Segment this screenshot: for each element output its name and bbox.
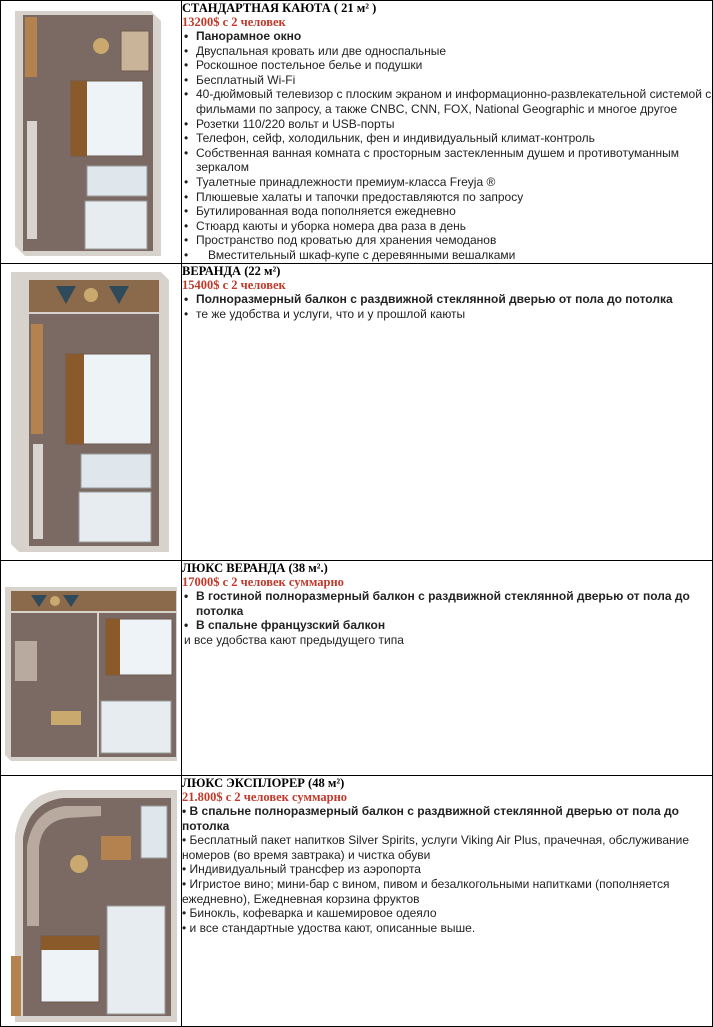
feature-item: • Пространство под кроватью для хранения чемоданов <box>182 233 712 248</box>
cabin-title: ЛЮКС ЭКСПЛОРЕР (48 м²) <box>182 776 345 790</box>
cabin-info <box>182 776 713 1027</box>
explorer-suite-plan <box>1 776 181 1026</box>
feature-item: • Игристое вино; мини-бар с вином, пивом и безалкогольными напитками (пополняется ежедневно), Ежедневная корзина фруктов <box>182 876 670 906</box>
feature-list <box>182 292 712 321</box>
feature-item: • Собственная ванная комната с просторным застекленным душем и противотуманным зеркалом <box>182 146 712 175</box>
feature-item: • Стюард каюты и уборка номера два раза в день <box>182 219 712 234</box>
cabin-price: 17000$ с 2 человек суммарно <box>182 575 344 589</box>
feature-item: • Туалетные принадлежности премиум-класса Freyja ® <box>182 175 712 190</box>
cabin-row <box>1 776 713 1027</box>
cabin-plan-cell <box>1 1 182 264</box>
cabin-row <box>1 561 713 776</box>
feature-item: • Розетки 110/220 вольт и USB-порты <box>182 117 712 132</box>
feature-item: • и все стандартные удоства кают, описанные выше. <box>182 920 476 935</box>
feature-item: • Полноразмерный балкон с раздвижной стеклянной дверью от пола до потолка <box>182 292 712 307</box>
cabin-info <box>182 561 713 776</box>
cabin-price: 21.800$ с 2 человек суммарно <box>182 790 348 804</box>
suite-veranda-plan <box>1 561 181 775</box>
cabin-price: 15400$ с 2 человек <box>182 278 286 292</box>
cabin-price: 13200$ с 2 человек <box>182 15 286 29</box>
cabin-title: ВЕРАНДА (22 м²) <box>182 264 281 278</box>
feature-item: • Панорамное окно <box>182 29 712 44</box>
feature-item: • Плюшевые халаты и тапочки предоставляются по запросу <box>182 190 712 205</box>
feature-item: • В спальне полноразмерный балкон с раздвижной стеклянной дверью от пола до потолка <box>182 804 679 833</box>
cabin-plan-cell <box>1 776 182 1027</box>
feature-list <box>182 29 712 263</box>
feature-item: • те же удобства и услуги, что и у прошлой каюты <box>182 307 712 322</box>
standard-cabin-plan <box>1 1 181 263</box>
cabin-plan-cell <box>1 561 182 776</box>
feature-item: • В гостиной полноразмерный балкон с раздвижной стеклянной дверью от пола до потолка <box>182 589 712 618</box>
cabin-row <box>1 1 713 264</box>
feature-list <box>182 804 712 935</box>
feature-item: • Бутилированная вода пополняется ежедневно <box>182 204 712 219</box>
feature-list <box>182 589 712 633</box>
cabin-plan-cell <box>1 264 182 561</box>
cabin-note: и все удобства кают предыдущего типа <box>184 632 404 647</box>
feature-item: • В спальне французский балкон <box>182 618 712 633</box>
feature-item: • Индивидуальный трансфер из аэропорта <box>182 862 421 877</box>
veranda-cabin-plan <box>1 264 181 560</box>
cabin-row <box>1 264 713 561</box>
feature-item: • Телефон, сейф, холодильник, фен и индивидуальный климат-контроль <box>182 131 712 146</box>
feature-item: • Роскошное постельное белье и подушки <box>182 58 712 73</box>
cabin-info <box>182 1 713 264</box>
cabin-title: ЛЮКС ВЕРАНДА (38 м².) <box>182 561 328 575</box>
feature-item: • Бесплатный Wi-Fi <box>182 73 712 88</box>
cabin-info <box>182 264 713 561</box>
feature-item: • Двуспальная кровать или две односпальные <box>182 44 712 59</box>
cabin-title: СТАНДАРТНАЯ КАЮТА ( 21 м² ) <box>182 1 377 15</box>
feature-item: • 40-дюймовый телевизор с плоским экраном и информационно-развлекательной системой с фильмами по запросу, а также CNBC, CNN, FOX, National Geographic и многое другое <box>182 87 712 116</box>
feature-item: • Вместительный шкаф-купе с деревянными вешалками <box>182 248 712 263</box>
feature-item: • Бесплатный пакет напитков Silver Spirits, услуги Viking Air Plus, прачечная, обслуживание номеров (во время завтрака) и чистка обуви <box>182 833 690 862</box>
feature-item: • Бинокль, кофеварка и кашемировое одеяло <box>182 906 437 921</box>
